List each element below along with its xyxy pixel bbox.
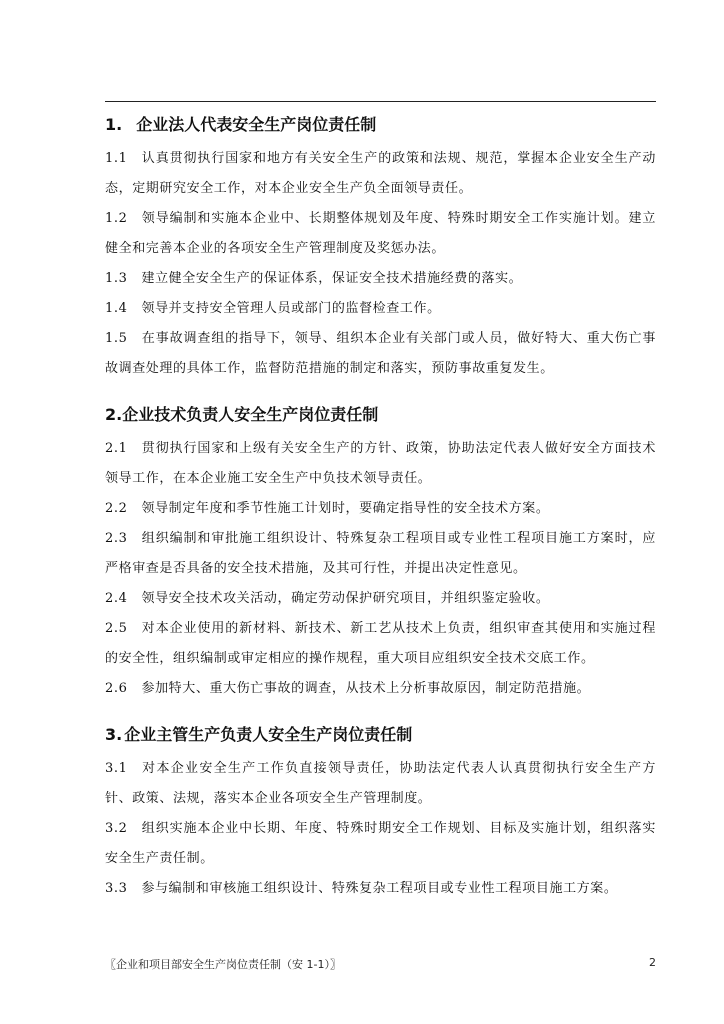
clause-number: 3.2	[105, 821, 128, 836]
clause-list	[105, 754, 656, 904]
clause-number: 1.1	[105, 151, 128, 166]
clause-text: 组织实施本企业中长期、年度、特殊时期安全工作规划、目标及实施计划，组织落实安全生产责任制。	[105, 821, 656, 866]
section-title-text: 企业技术负责人安全生产岗位责任制	[122, 405, 379, 424]
header-rule	[105, 101, 656, 102]
section-title	[105, 402, 656, 428]
clause-item	[105, 874, 656, 904]
section-gap	[105, 384, 656, 402]
section-title	[105, 112, 656, 138]
footer-document-title: 〖企业和项目部安全生产岗位责任制（安 1-1）〗	[105, 958, 341, 971]
section-1	[105, 112, 656, 384]
clause-number: 2.2	[105, 501, 128, 516]
footer-page-number: 2	[649, 956, 656, 969]
clause-item	[105, 584, 656, 614]
clause-item	[105, 294, 656, 324]
clause-number: 1.5	[105, 331, 128, 346]
clause-list	[105, 144, 656, 384]
clause-number: 1.4	[105, 301, 128, 316]
clause-text: 领导编制和实施本企业中、长期整体规划及年度、特殊时期安全工作实施计划。建立健全和完善本企业的各项安全生产管理制度及奖惩办法。	[105, 211, 656, 256]
section-title-text: 企业法人代表安全生产岗位责任制	[136, 115, 377, 134]
clause-item	[105, 814, 656, 874]
clause-number: 2.6	[105, 681, 128, 696]
section-gap	[105, 704, 656, 722]
clause-text: 对本企业安全生产工作负直接领导责任，协助法定代表人认真贯彻执行安全生产方针、政策、法规，落实本企业各项安全生产管理制度。	[105, 761, 656, 806]
clause-text: 领导安全技术攻关活动，确定劳动保护研究项目，并组织鉴定验收。	[141, 591, 550, 606]
clause-list	[105, 434, 656, 704]
section-3	[105, 722, 656, 904]
section-title-text: 企业主管生产负责人安全生产岗位责任制	[124, 725, 413, 744]
clause-text: 贯彻执行国家和上级有关安全生产的方针、政策，协助法定代表人做好安全方面技术领导工作，在本企业施工安全生产中负技术领导责任。	[105, 441, 656, 486]
clause-text: 领导制定年度和季节性施工计划时，要确定指导性的安全技术方案。	[141, 501, 550, 516]
clause-item	[105, 754, 656, 814]
clause-item	[105, 324, 656, 384]
clause-number: 2.5	[105, 621, 128, 636]
clause-item	[105, 524, 656, 584]
clause-number: 2.3	[105, 531, 128, 546]
clause-number: 1.3	[105, 271, 128, 286]
clause-item	[105, 264, 656, 294]
clause-text: 参与编制和审核施工组织设计、特殊复杂工程项目或专业性工程项目施工方案。	[141, 881, 618, 896]
section-title	[105, 722, 656, 748]
clause-number: 3.3	[105, 881, 128, 896]
clause-item	[105, 144, 656, 204]
clause-text: 在事故调查组的指导下，领导、组织本企业有关部门或人员，做好特大、重大伤亡事故调查处理的具体工作，监督防范措施的制定和落实，预防事故重复发生。	[105, 331, 656, 376]
clause-item	[105, 614, 656, 674]
section-number: 3.	[105, 725, 123, 744]
section-2	[105, 402, 656, 704]
clause-number: 2.4	[105, 591, 128, 606]
clause-text: 组织编制和审批施工组织设计、特殊复杂工程项目或专业性工程项目施工方案时，应严格审查是否具备的安全技术措施，及其可行性，并提出决定性意见。	[105, 531, 656, 576]
clause-text: 认真贯彻执行国家和地方有关安全生产的政策和法规、规范，掌握本企业安全生产动态，定期研究安全工作，对本企业安全生产负全面领导责任。	[105, 151, 656, 196]
clause-number: 1.2	[105, 211, 128, 226]
clause-text: 领导并支持安全管理人员或部门的监督检查工作。	[141, 301, 441, 316]
section-number: 2.	[105, 405, 123, 424]
clause-item	[105, 434, 656, 494]
clause-item	[105, 204, 656, 264]
clause-number: 3.1	[105, 761, 128, 776]
document-body	[105, 112, 656, 904]
clause-item	[105, 494, 656, 524]
section-number: 1.	[105, 115, 123, 134]
clause-text: 对本企业使用的新材料、新技术、新工艺从技术上负责，组织审查其使用和实施过程的安全性，组织编制或审定相应的操作规程，重大项目应组织安全技术交底工作。	[105, 621, 656, 666]
clause-item	[105, 674, 656, 704]
clause-text: 参加特大、重大伤亡事故的调查，从技术上分析事故原因，制定防范措施。	[141, 681, 591, 696]
clause-number: 2.1	[105, 441, 128, 456]
clause-text: 建立健全安全生产的保证体系，保证安全技术措施经费的落实。	[141, 271, 523, 286]
